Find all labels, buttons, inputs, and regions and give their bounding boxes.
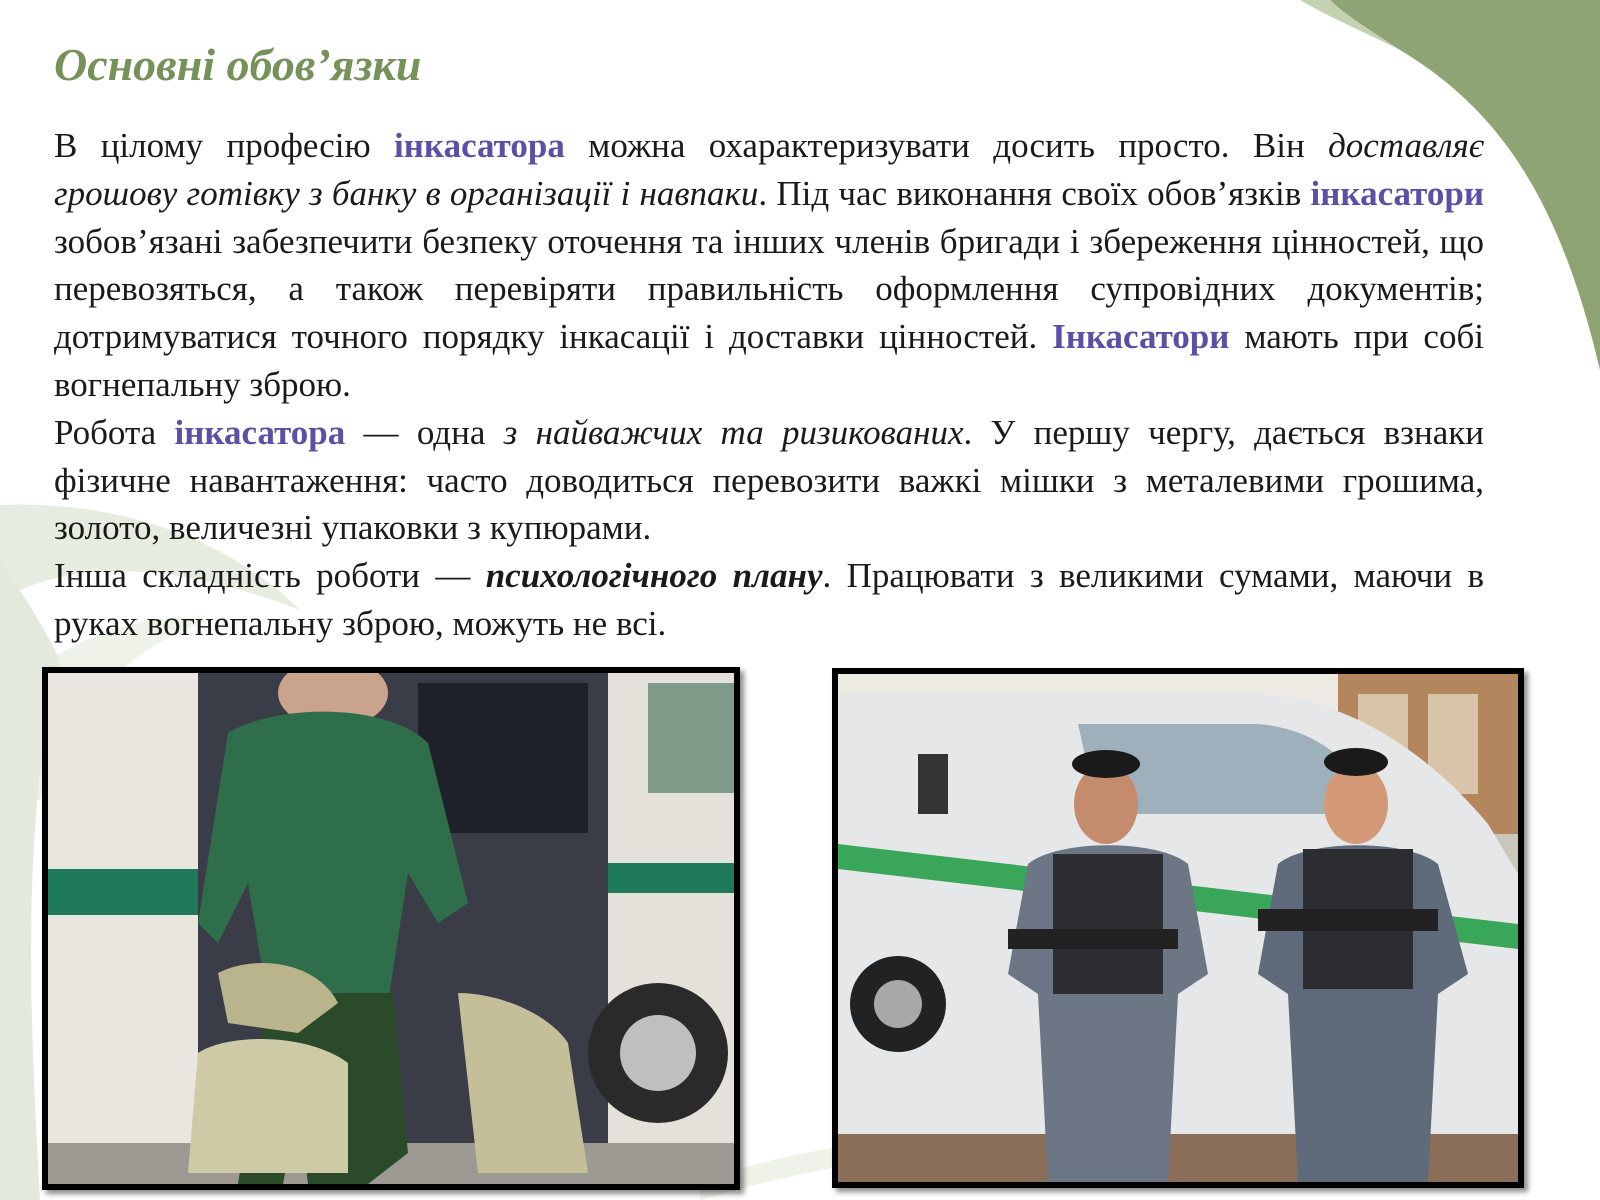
photo-armed-guards-by-van xyxy=(832,668,1524,1188)
text-run: зобов’язані забезпечити безпеку оточення та інших членів бригади і збереження цінностей, що перевозяться, а також перевіряти правильність оформлення супровідних документів; дотримуватися точного порядку інкасації і доставки цінностей. xyxy=(54,221,1484,357)
italic-phrase: доставляє грошову готівку з банку в організації і навпаки xyxy=(54,126,1484,213)
italic-phrase: з найважчих та ризикованих xyxy=(503,412,964,452)
keyword-highlight: інкасатори xyxy=(1310,173,1484,213)
text-run: . У першу чергу, дається взнаки фізичне навантаження: часто доводиться перевозити важкі мішки з металевими грошима, золото, величезні упаковки з купюрами. xyxy=(54,412,1484,548)
text-run: . Під час виконання своїх обов’язків xyxy=(758,173,1311,213)
bold-italic-phrase: психологічного плану xyxy=(485,556,823,596)
photo-collector-carrying-bags xyxy=(42,667,740,1190)
slide-title: Основні обов’язки xyxy=(54,39,422,90)
text-run: Інша складність роботи — xyxy=(54,556,486,596)
keyword-highlight: інкасатора xyxy=(394,126,565,165)
keyword-highlight: інкасатора xyxy=(174,412,346,452)
text-run: мають при собі вогнепальну зброю. xyxy=(54,317,1484,404)
text-run: можна охарактеризувати досить просто. Він xyxy=(564,126,1329,165)
keyword-highlight: Інкасатори xyxy=(1052,317,1230,357)
text-run: В цілому професію xyxy=(54,126,395,165)
body-text xyxy=(54,122,1484,648)
text-run: . Працювати з великими сумами, маючи в руках вогнепальну зброю, можуть не всі. xyxy=(54,556,1484,643)
paragraph-risk xyxy=(54,409,1484,552)
text-run: Робота xyxy=(54,412,175,452)
text-run: — одна xyxy=(345,412,504,452)
paragraph-duties xyxy=(54,122,1484,409)
paragraph-psychology xyxy=(54,552,1484,648)
